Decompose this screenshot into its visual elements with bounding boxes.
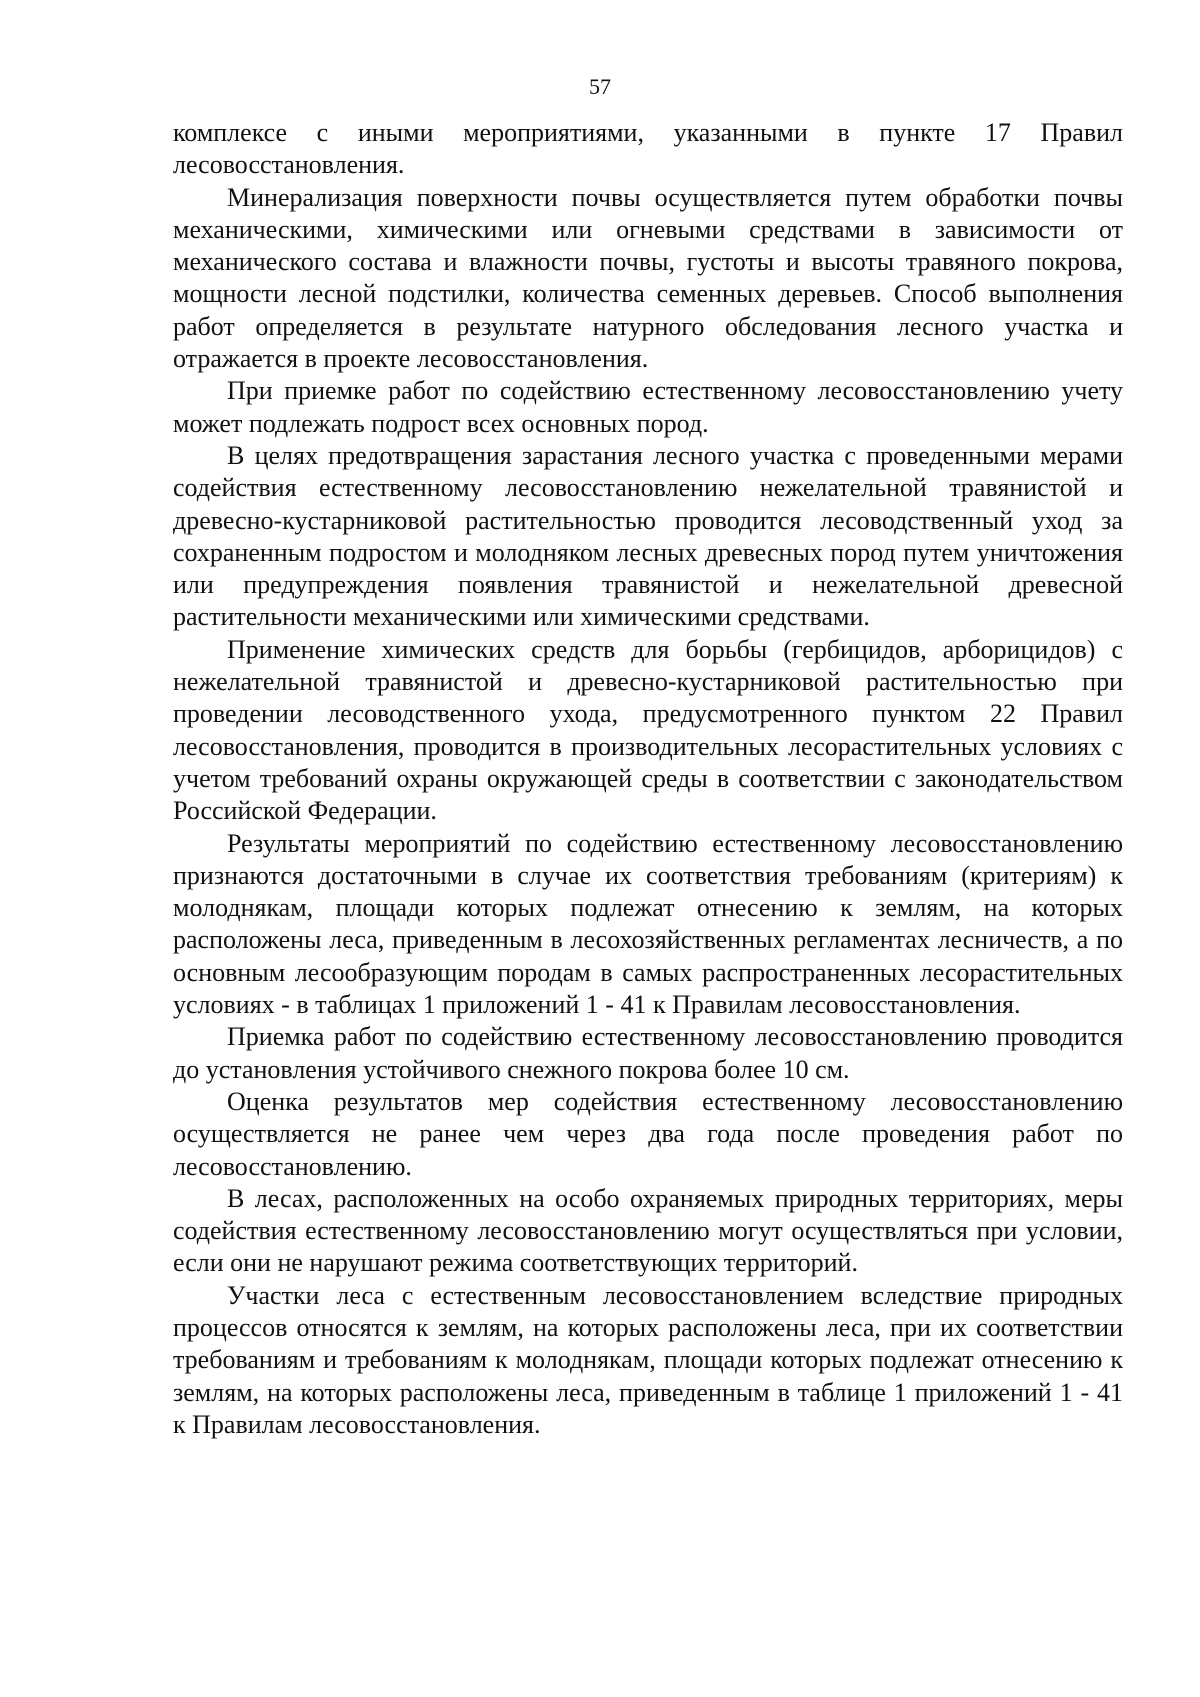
paragraph-evaluation: Оценка результатов мер содействия естественному лесовосстановлению осуществляется не ранее чем через два года после проведения работ по лесовосстановлению. xyxy=(173,1086,1123,1181)
paragraph-acceptance-timing: Приемка работ по содействию естественному лесовосстановлению проводится до установления устойчивого снежного покрова более 10 см. xyxy=(173,1022,1123,1084)
paragraph-protected-areas: В лесах, расположенных на особо охраняемых природных территориях, меры содействия естественному лесовосстановлению могут осуществляться при условии, если они не нарушают режима соответствующих территорий. xyxy=(173,1183,1123,1278)
paragraph-overgrowth-prevention: В целях предотвращения зарастания лесного участка с проведенными мерами содействия естественному лесовосстановлению нежелательной травянистой и древесно-кустарниковой растительностью проводится лесоводственный уход за сохраненным подростом и молодняком лесных древесных пород путем уничтожения или предупреждения появления травянистой и нежелательной древесной растительности механическими или химическими средствами. xyxy=(173,440,1123,632)
paragraph-continuation: комплексе с иными мероприятиями, указанными в пункте 17 Правил лесовосстановления. xyxy=(173,118,1123,180)
document-body xyxy=(173,117,1123,1441)
paragraph-chemical-means: Применение химических средств для борьбы (гербицидов, арборицидов) с нежелательной травянистой и древесно-кустарниковой растительностью при проведении лесоводственного ухода, предусмотренного пунктом 22 Правил лесовосстановления, проводится в производительных лесорастительных условиях с учетом требований охраны окружающей среды в соответствии с законодательством Российской Федерации. xyxy=(173,634,1123,826)
paragraph-acceptance-undergrowth: При приемке работ по содействию естественному лесовосстановлению учету может подлежать подрост всех основных пород. xyxy=(173,376,1123,438)
paragraph-results: Результаты мероприятий по содействию естественному лесовосстановлению признаются достаточными в случае их соответствия требованиям (критериям) к молоднякам, площади которых подлежат отнесению к землям, на которых расположены леса, приведенным в лесохозяйственных регламентах лесничеств, а по основным лесообразующим породам в самых распространенных лесорастительных условиях - в таблицах 1 приложений 1 - 41 к Правилам лесовосстановления. xyxy=(173,828,1123,1020)
page-number: 57 xyxy=(589,74,611,99)
paragraph-mineralization: Минерализация поверхности почвы осуществляется путем обработки почвы механическими, химическими или огневыми средствами в зависимости от механического состава и влажности почвы, густоты и высоты травяного покрова, мощности лесной подстилки, количества семенных деревьев. Способ выполнения работ определяется в результате натурного обследования лесного участка и отражается в проекте лесовосстановления. xyxy=(173,182,1123,374)
paragraph-natural-processes: Участки леса с естественным лесовосстановлением вследствие природных процессов относятся к землям, на которых расположены леса, при их соответствии требованиям и требованиям к молоднякам, площади которых подлежат отнесению к землям, на которых расположены леса, приведенным в таблице 1 приложений 1 - 41 к Правилам лесовосстановления. xyxy=(173,1280,1123,1439)
